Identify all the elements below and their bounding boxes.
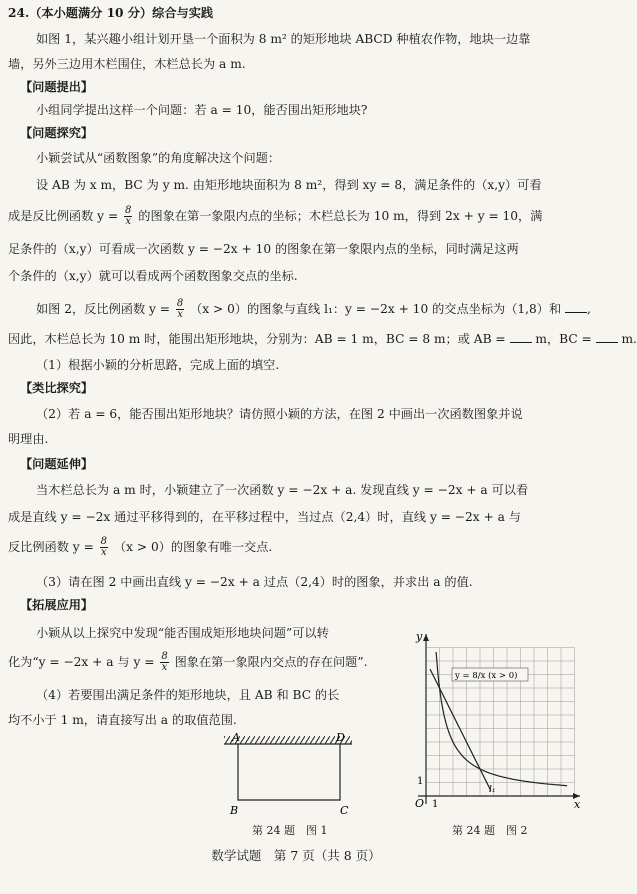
question-4-line-2: 均不小于 1 m，请直接写出 a 的取值范围. bbox=[8, 713, 237, 727]
raise-text: 小组同学提出这样一个问题：若 a = 10，能否围出矩形地块? bbox=[36, 103, 368, 117]
page-footer: 数学试题 第 7 页（共 8 页） bbox=[211, 848, 381, 863]
y-axis-arrow-icon bbox=[423, 634, 429, 641]
tick-y-1: 1 bbox=[417, 776, 424, 787]
question-2-line-2: 明理由. bbox=[8, 432, 49, 446]
fraction-8-over-x: $\frac{8}{x}$ bbox=[161, 651, 168, 673]
intro-line-2: 墙，另外三边用木栏围住，木栏总长为 a m. bbox=[8, 57, 246, 71]
curve-label: y = 8/x (x > 0) bbox=[455, 671, 518, 681]
explore-line-5: 个条件的（x,y）就可以看成两个函数图象交点的坐标. bbox=[8, 269, 298, 283]
tick-x-1: 1 bbox=[432, 799, 439, 810]
question-3: （3）请在图 2 中画出直线 y = −2x + a 过点（2,4）时的图象，并求出 a 的值. bbox=[36, 575, 473, 589]
question-1: （1）根据小颖的分析思路，完成上面的填空. bbox=[36, 358, 280, 372]
section-apply: 【拓展应用】 bbox=[20, 598, 94, 612]
fraction-8-over-x: $\frac{8}{x}$ bbox=[176, 298, 184, 320]
explore-line-6: 如图 2，反比例函数 y = $\frac{8}{x}$ （x > 0）的图象与直线 l₁：y = −2x + 10 的交点坐标为（1,8）和 , bbox=[36, 298, 591, 320]
answer-blank[interactable] bbox=[565, 300, 587, 313]
answer-blank-ab[interactable] bbox=[510, 330, 532, 343]
section-extend: 【问题延伸】 bbox=[20, 457, 94, 471]
explore-line-2: 设 AB 为 x m，BC 为 y m. 由矩形地块面积为 8 m²，得到 xy = 8，满足条件的（x,y）可看 bbox=[36, 178, 542, 192]
wall-hatching bbox=[224, 736, 352, 744]
figure-2-graph bbox=[404, 626, 584, 810]
apply-line-1: 小颖从以上探究中发现“能否围成矩形地块问题”可以转 bbox=[36, 626, 329, 640]
question-4-line-1: （4）若要围出满足条件的矩形地块，且 AB 和 BC 的长 bbox=[36, 688, 340, 702]
axis-y-label: y bbox=[416, 630, 423, 643]
section-analogy: 【类比探究】 bbox=[20, 381, 94, 395]
apply-line-2: 化为“y = −2x + a 与 y = $\frac{8}{x}$ 图象在第一象限内交点的存在问题”. bbox=[8, 651, 368, 673]
origin-label: O bbox=[415, 797, 425, 810]
fraction-8-over-x: $\frac{8}{x}$ bbox=[100, 536, 108, 558]
extend-line-2: 成是直线 y = −2x 通过平移得到的，在平移过程中，当过点（2,4）时，直线 y = −2x + a 与 bbox=[8, 510, 521, 524]
extend-line-1: 当木栏总长为 a m 时，小颖建立了一次函数 y = −2x + a. 发现直线 y = −2x + a 可以看 bbox=[36, 483, 529, 497]
figure-1-caption: 第 24 题 图 1 bbox=[252, 824, 328, 837]
axis-x-label: x bbox=[574, 798, 581, 811]
fraction-8-over-x: $\frac{8}{x}$ bbox=[125, 205, 132, 227]
explore-line-4: 足条件的（x,y）可看成一次函数 y = −2x + 10 的图象在第一象限内点的坐标，同时满足这两 bbox=[8, 242, 519, 256]
question-2-line-1: （2）若 a = 6，能否围出矩形地块？请仿照小颖的方法，在图 2 中画出一次函数图象并说 bbox=[36, 407, 523, 421]
explore-line-3-a: 成是反比例函数 y = bbox=[8, 209, 119, 223]
problem-title: 24.（本小题满分 10 分）综合与实践 bbox=[8, 6, 214, 20]
explore-line-3 bbox=[8, 206, 584, 227]
intro-line-1: 如图 1，某兴趣小组计划开垦一个面积为 8 m² 的矩形地块 ABCD 种植农作物，地块一边靠 bbox=[36, 32, 531, 46]
figure-2-caption: 第 24 题 图 2 bbox=[452, 824, 528, 837]
label-d: D bbox=[336, 731, 345, 744]
explore-line-3-b: 的图象在第一象限内点的坐标；木栏总长为 10 m，得到 2x + y = 10，满 bbox=[138, 209, 543, 223]
section-raise: 【问题提出】 bbox=[20, 80, 94, 94]
label-c: C bbox=[340, 804, 349, 817]
line-l1-label: l₁ bbox=[489, 785, 496, 795]
figure-1-diagram bbox=[220, 728, 360, 820]
fence-outline bbox=[238, 744, 340, 800]
explore-line-7: 因此，木栏总长为 10 m 时，能围出矩形地块，分别为：AB = 1 m，BC = 8 m；或 AB = m，BC = m. bbox=[8, 332, 637, 346]
section-explore: 【问题探究】 bbox=[20, 126, 94, 140]
label-b: B bbox=[230, 804, 239, 817]
line-l1 bbox=[430, 669, 491, 791]
label-a: A bbox=[232, 731, 240, 744]
extend-line-3: 反比例函数 y = $\frac{8}{x}$ （x > 0）的图象有唯一交点. bbox=[8, 536, 273, 558]
answer-blank-bc[interactable] bbox=[596, 330, 618, 343]
explore-line-1: 小颖尝试从“函数图象”的角度解决这个问题： bbox=[36, 151, 281, 165]
